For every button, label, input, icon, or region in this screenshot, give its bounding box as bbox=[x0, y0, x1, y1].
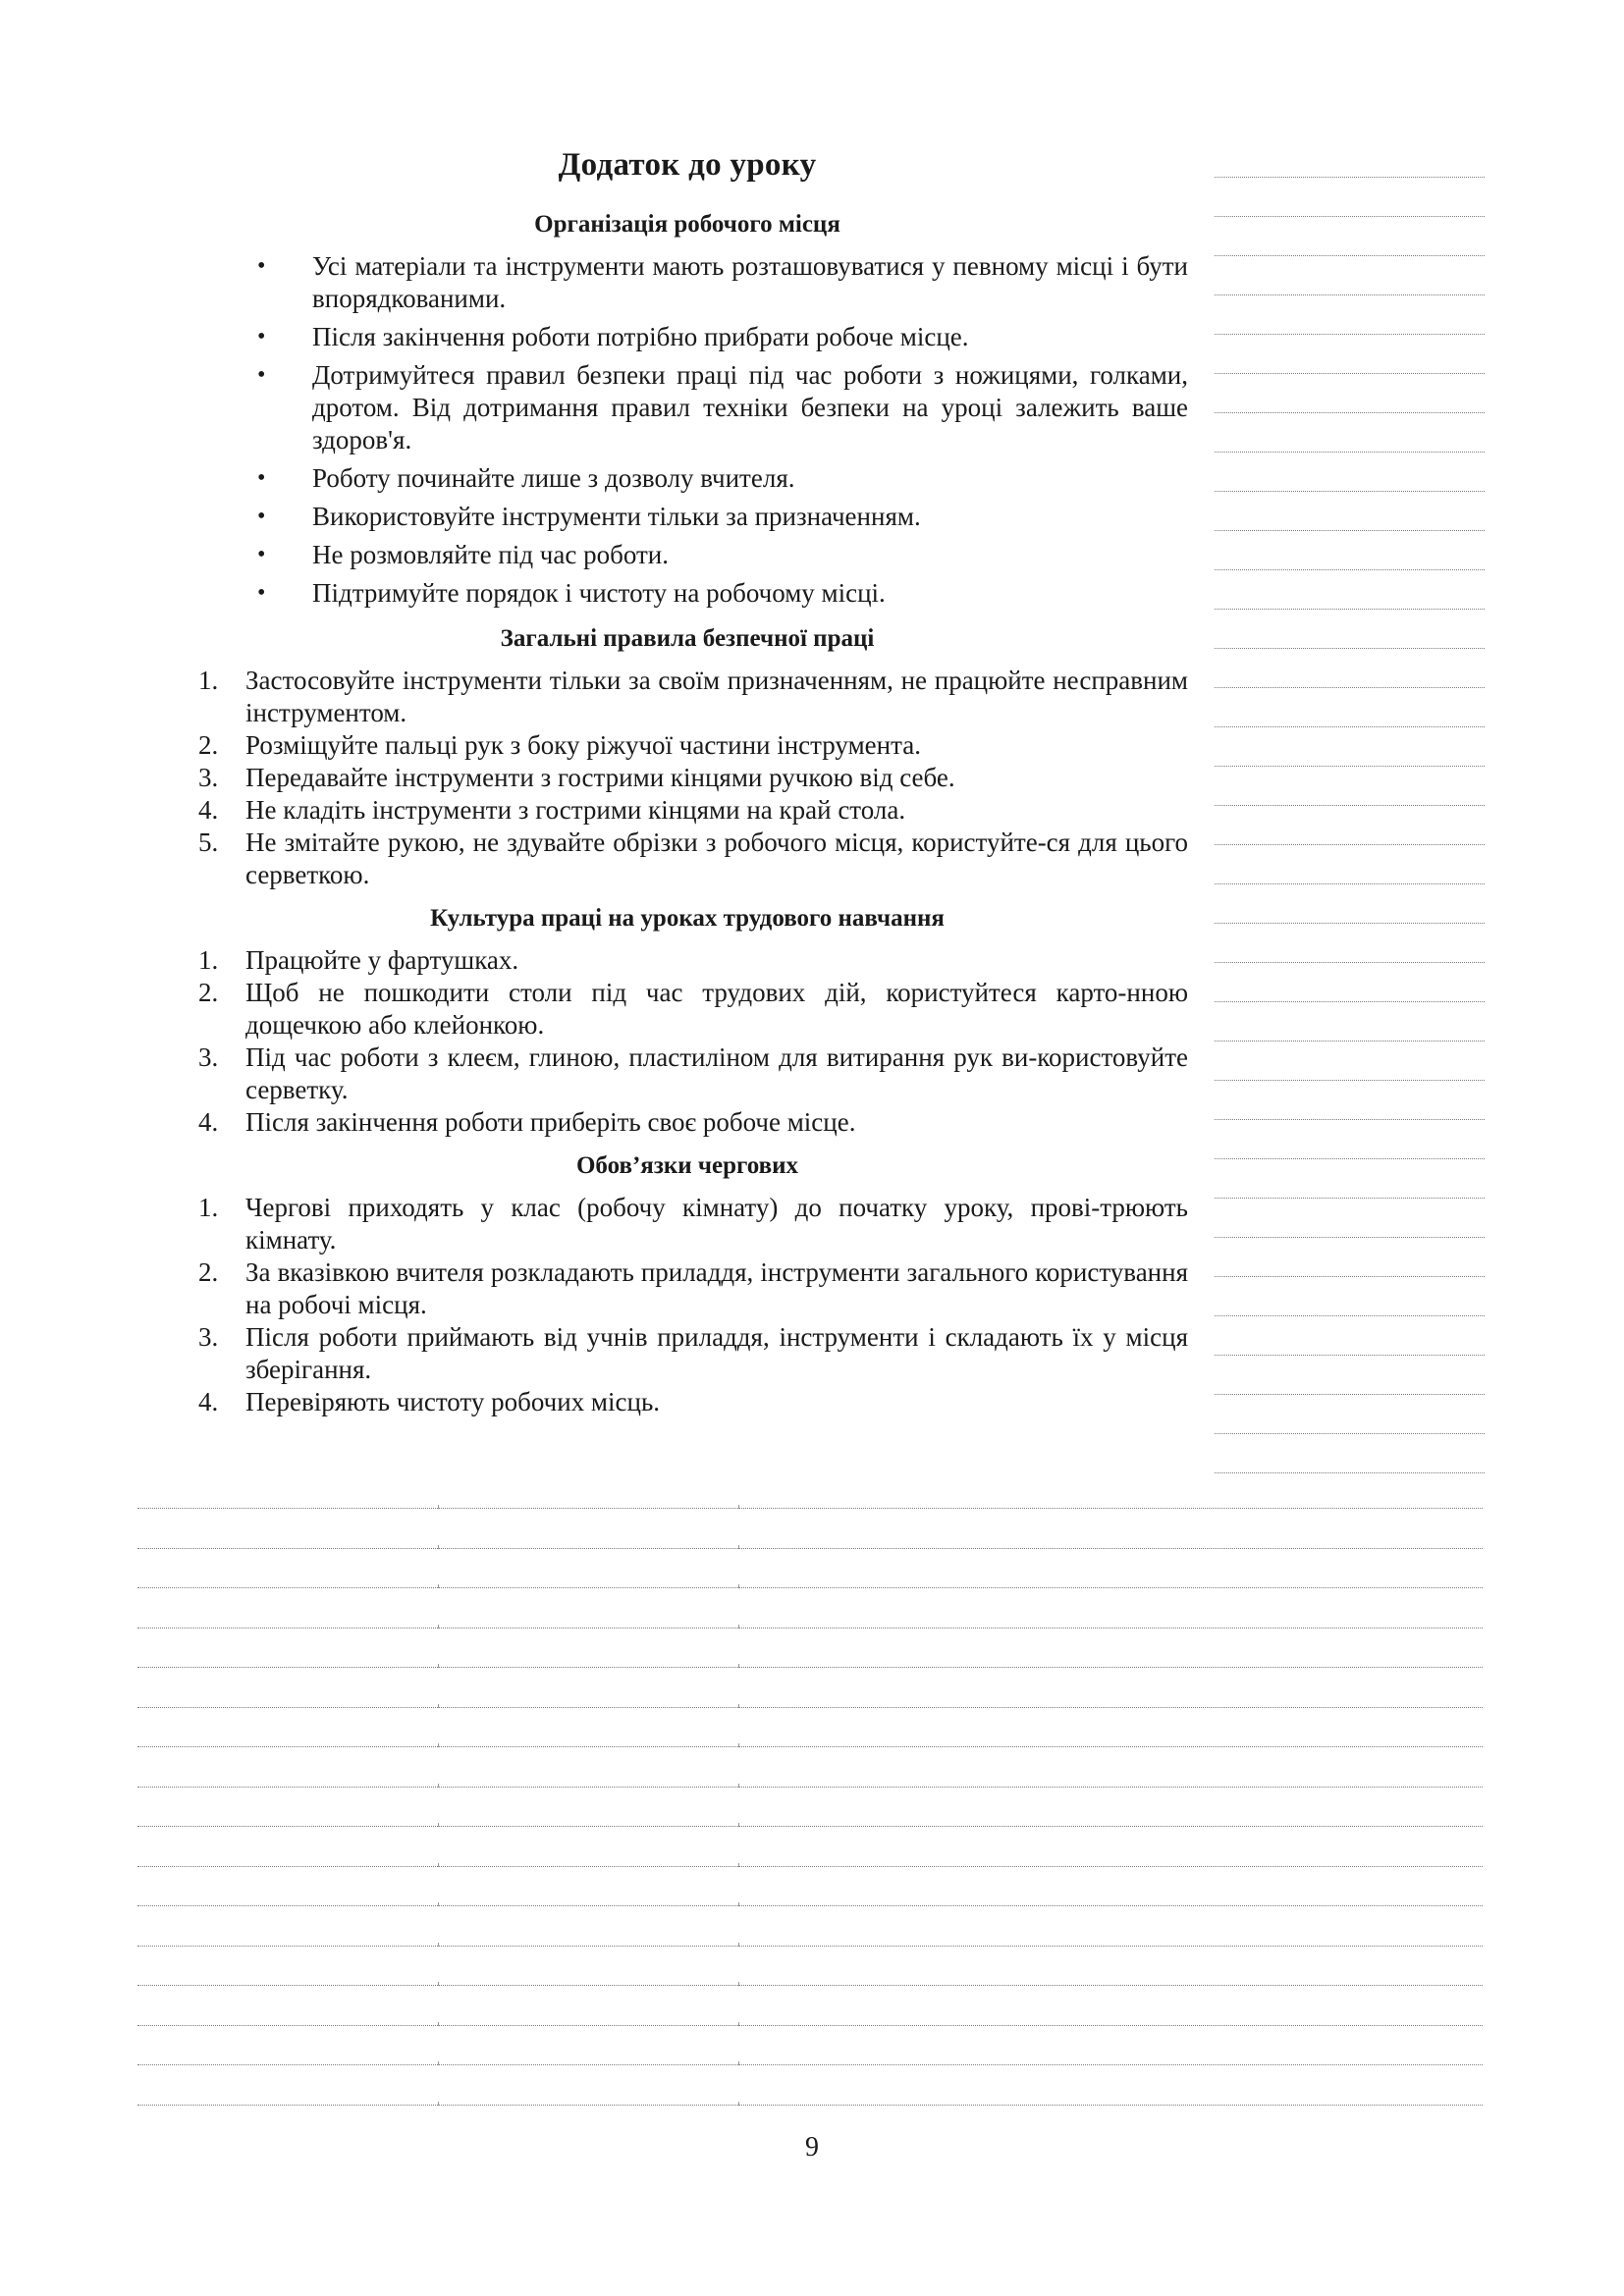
ruled-line bbox=[1215, 962, 1485, 963]
list-item: 4. Перевіряють чистоту робочих місць. bbox=[198, 1387, 661, 1416]
section-duty-responsibilities bbox=[187, 1152, 1188, 1418]
ruled-line bbox=[137, 2064, 1483, 2065]
ruled-line bbox=[1215, 766, 1485, 767]
bullet-icon: • bbox=[257, 362, 266, 388]
ruled-line bbox=[1215, 294, 1485, 295]
section-general-safety-rules bbox=[187, 625, 1188, 891]
ruled-line bbox=[1215, 177, 1485, 178]
ruled-line bbox=[1215, 805, 1485, 806]
section-workplace-organization bbox=[187, 211, 1188, 610]
page-number: 9 bbox=[805, 2132, 819, 2163]
list-item: • Після закінчення роботи потрібно прибрати робоче місце. bbox=[257, 322, 969, 351]
list-item: • Підтримуйте порядок і чистоту на робочому місці. bbox=[257, 578, 886, 608]
section-heading: Культура праці на уроках трудового навчання bbox=[430, 905, 945, 932]
list-item: 4. Не кладіть інструменти з гострими кінцями на край стола. bbox=[198, 795, 906, 825]
ruled-line bbox=[1215, 844, 1485, 845]
numbered-list bbox=[187, 1192, 1188, 1418]
ruled-line bbox=[1215, 1237, 1485, 1238]
list-item: • Використовуйте інструменти тільки за призначенням. bbox=[257, 502, 921, 531]
ruled-line bbox=[1215, 1276, 1485, 1277]
ruled-line bbox=[1215, 452, 1485, 453]
ruled-line bbox=[1215, 1472, 1485, 1473]
list-item: 1. Застосовуйте інструменти тільки за своїм призначенням, не працюйте несправним інструментом. bbox=[198, 666, 1188, 727]
ruled-line bbox=[1215, 1433, 1485, 1434]
ruled-line bbox=[137, 1667, 1483, 1668]
ruled-line bbox=[137, 1628, 1483, 1629]
ruled-line bbox=[137, 2025, 1483, 2026]
ruled-line bbox=[1215, 216, 1485, 217]
ruled-line bbox=[1215, 1394, 1485, 1395]
list-item: 2. Щоб не пошкодити столи під час трудових дій, користуйтеся карто-нною дощечкою або клейонкою. bbox=[198, 978, 1188, 1040]
bullet-icon: • bbox=[257, 465, 266, 491]
list-item: 3. Після роботи приймають від учнів приладдя, інструменти і складають їх у місця зберігання. bbox=[198, 1322, 1188, 1384]
writing-lines bbox=[137, 1508, 1483, 2144]
ruled-line bbox=[1215, 1119, 1485, 1120]
ruled-line bbox=[137, 1746, 1483, 1747]
ruled-line bbox=[1215, 1001, 1485, 1002]
page-title: Додаток до уроку bbox=[558, 147, 817, 183]
numbered-list bbox=[187, 665, 1188, 891]
ruled-line bbox=[137, 1787, 1483, 1788]
ruled-line bbox=[1215, 1315, 1485, 1316]
ruled-line bbox=[1215, 1355, 1485, 1356]
list-item: • Дотримуйтеся правил безпеки праці під час роботи з ножицями, голками, дротом. Від дотримання правил техніки безпеки на уроці залежить ваше здоров'я. bbox=[257, 360, 1188, 454]
list-item: 4. Після закінчення роботи приберіть своє робоче місце. bbox=[198, 1107, 856, 1137]
ruled-line bbox=[1215, 1080, 1485, 1081]
ruled-line bbox=[1215, 923, 1485, 924]
list-item: 2. Розміщуйте пальці рук з боку ріжучої частини інструмента. bbox=[198, 730, 921, 760]
ruled-line bbox=[137, 1946, 1483, 1947]
list-item: 3. Під час роботи з клеєм, глиною, пластиліном для витирання рук ви-користовуйте серветку. bbox=[198, 1042, 1188, 1104]
ruled-line bbox=[1215, 648, 1485, 649]
margin-notes-lines bbox=[1215, 177, 1485, 1512]
list-item: 1. Працюйте у фартушках. bbox=[198, 945, 519, 975]
ruled-line bbox=[1215, 373, 1485, 374]
ruled-line bbox=[1215, 1198, 1485, 1199]
list-item: 5. Не змітайте рукою, не здувайте обрізки з робочого місця, користуйте-ся для цього серветкою. bbox=[198, 828, 1188, 889]
ruled-line bbox=[1215, 569, 1485, 570]
bullet-icon: • bbox=[257, 324, 266, 349]
list-item: 1. Чергові приходять у клас (робочу кімнату) до початку уроку, прові-трюють кімнату. bbox=[198, 1193, 1188, 1255]
section-heading: Обов’язки чергових bbox=[575, 1152, 799, 1179]
ruled-line bbox=[1215, 530, 1485, 531]
ruled-line bbox=[1215, 687, 1485, 688]
list-item: • Усі матеріали та інструменти мають розташовуватися у певному місці і бути впорядкованими. bbox=[257, 251, 1188, 313]
ruled-line bbox=[1215, 334, 1485, 335]
ruled-line bbox=[137, 1508, 1483, 1509]
list-item: 2. За вказівкою вчителя розкладають приладдя, інструменти загального користування на робочі місця. bbox=[198, 1257, 1188, 1319]
ruled-line bbox=[137, 1548, 1483, 1549]
ruled-line bbox=[1215, 255, 1485, 256]
ruled-line bbox=[137, 1905, 1483, 1906]
ruled-line bbox=[1215, 491, 1485, 492]
ruled-line bbox=[137, 1707, 1483, 1708]
bullet-list bbox=[187, 250, 1188, 610]
ruled-line bbox=[137, 2105, 1483, 2106]
ruled-line bbox=[1215, 726, 1485, 727]
ruled-line bbox=[137, 1985, 1483, 1986]
ruled-line bbox=[1215, 412, 1485, 413]
section-heading: Організація робочого місця bbox=[534, 211, 840, 238]
ruled-line bbox=[137, 1587, 1483, 1588]
numbered-list bbox=[187, 944, 1188, 1139]
bullet-icon: • bbox=[257, 504, 266, 529]
ruled-line bbox=[1215, 883, 1485, 884]
section-work-culture bbox=[187, 905, 1188, 1139]
ruled-line bbox=[137, 1866, 1483, 1867]
bullet-icon: • bbox=[257, 580, 266, 606]
list-item: • Не розмовляйте під час роботи. bbox=[257, 540, 669, 569]
ruled-line bbox=[137, 1826, 1483, 1827]
bullet-icon: • bbox=[257, 542, 266, 567]
ruled-line bbox=[1215, 1158, 1485, 1159]
section-heading: Загальні правила безпечної праці bbox=[500, 625, 875, 652]
list-item: 3. Передавайте інструменти з гострими кінцями ручкою від себе. bbox=[198, 763, 955, 792]
ruled-line bbox=[1215, 609, 1485, 610]
list-item: • Роботу починайте лише з дозволу вчителя. bbox=[257, 463, 795, 493]
bullet-icon: • bbox=[257, 253, 266, 279]
main-content bbox=[187, 147, 1188, 1432]
